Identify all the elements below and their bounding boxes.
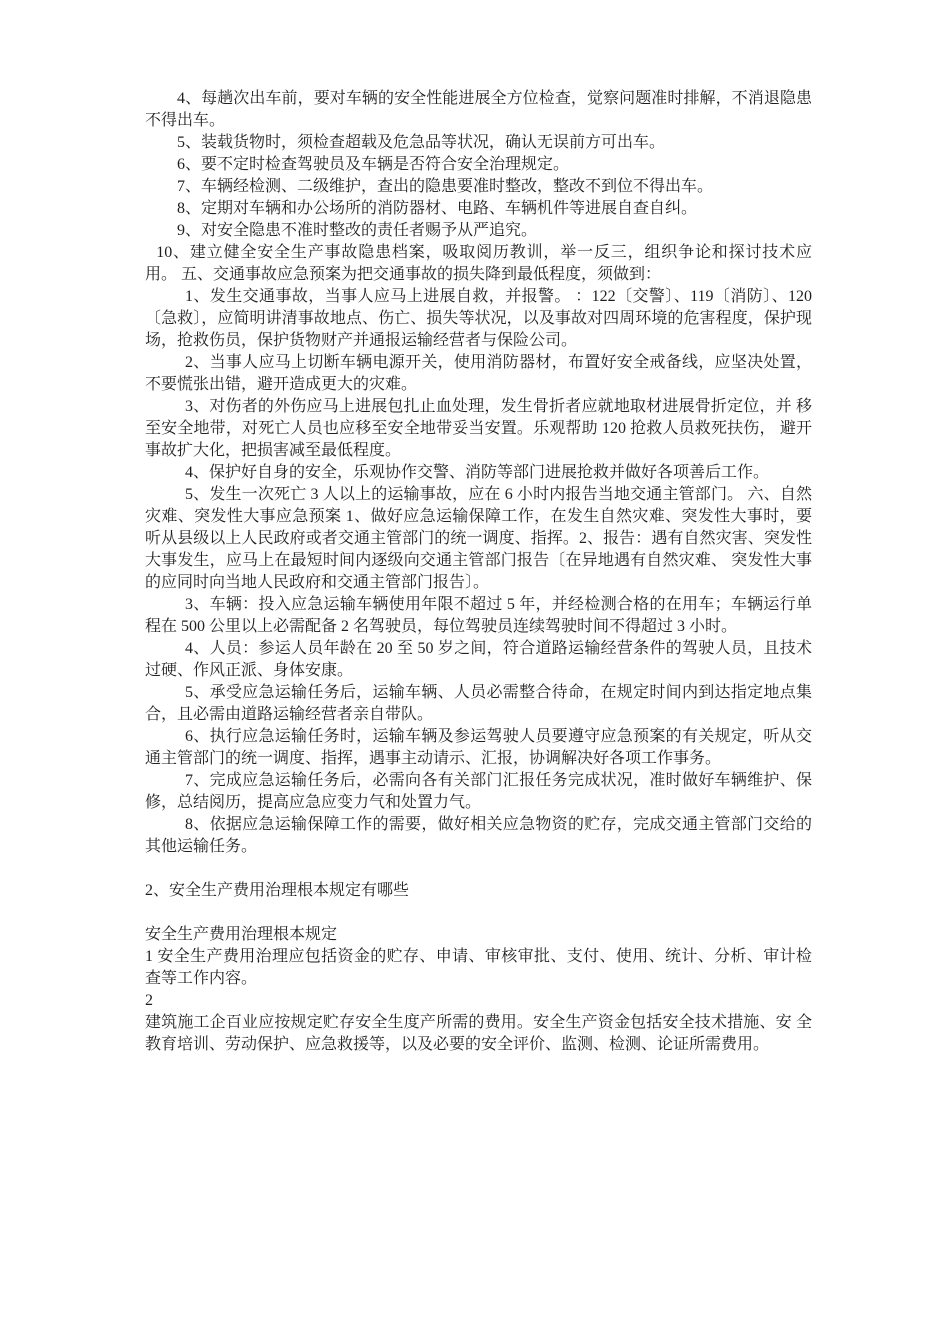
paragraph: 4、人员：参运人员年龄在 20 至 50 岁之间，符合道路运输经营条件的驾驶人员，且技术过硬、作风正派、身体安康。 (145, 640, 812, 679)
paragraph: 4、保护好自身的安全，乐观协作交警、消防等部门进展抢救并做好各项善后工作。 (185, 464, 770, 481)
paragraph: 8、定期对车辆和办公场所的消防器材、电路、车辆机件等进展自查自纠。 (177, 200, 698, 217)
paragraph: 4、每趟次出车前，要对车辆的安全性能进展全方位检查，觉察问题准时排解，不消退隐患不得出车。 (145, 90, 812, 129)
paragraph: 8、依据应急运输保障工作的需要，做好相关应急物资的贮存，完成交通主管部门交给的其他运输任务。 (145, 816, 812, 855)
paragraph: 2、安全生产费用治理根本规定有哪些 (145, 882, 410, 899)
paragraph: 9、对安全隐患不准时整改的责任者赐予从严追究。 (177, 222, 538, 239)
paragraph: 7、车辆经检测、二级维护，查出的隐患要准时整改，整改不到位不得出车。 (177, 178, 714, 195)
paragraph: 1、发生交通事故，当事人应马上进展自救，并报警。 ：122〔交警〕、119〔消防〕、120〔急救〕，应简明讲清事故地点、伤亡、损失等状况，以及事故对四周环境的危害程度，保护现场，抢救伤员，保护货物财产并通报运输经营者与保险公司。 (145, 288, 812, 349)
paragraph: 10、建立健全安全生产事故隐患档案，吸取阅历教训，举一反三，组织争论和探讨技术应用。 五、交通事故应急预案为把交通事故的损失降到最低程度，须做到： (145, 244, 812, 283)
paragraph: 安全生产费用治理根本规定 (145, 926, 338, 943)
paragraph: 6、执行应急运输任务时，运输车辆及参运驾驶人员要遵守应急预案的有关规定，听从交通主管部门的统一调度、指挥，遇事主动请示、汇报，协调解决好各项工作事务。 (145, 728, 812, 767)
paragraph: 2 (145, 992, 153, 1009)
paragraph: 3、对伤者的外伤应马上进展包扎止血处理，发生骨折者应就地取材进展骨折定位，并 移至安全地带，对死亡人员也应移至安全地带妥当安置。乐观帮助 120 抢救人员救死扶伤， 避开事故扩大化，把损害减至最低程度。 (145, 398, 812, 459)
paragraph: 2、当事人应马上切断车辆电源开关，使用消防器材，布置好安全戒备线，应坚决处置， 不要慌张出错，避开造成更大的灾难。 (145, 354, 812, 393)
blank-line (145, 858, 812, 880)
paragraph: 5、发生一次死亡 3 人以上的运输事故，应在 6 小时内报告当地交通主管部门。 六、自然灾难、突发性大事应急预案 1、做好应急运输保障工作，在发生自然灾难、突发性大事时，要听从县级以上人民政府或者交通主管部门的统一调度、指挥。2、报告：遇有自然灾害、突发性大事发生，应马上在最短时间内逐级向交通主管部门报告〔在异地遇有自然灾难、 突发性大事的应同时向当地人民政府和交通主管部门报告〕。 (145, 486, 812, 591)
paragraph: 1 安全生产费用治理应包括资金的贮存、申请、审核审批、支付、使用、统计、分析、审计检查等工作内容。 (145, 948, 812, 987)
paragraph: 5、承受应急运输任务后，运输车辆、人员必需整合待命，在规定时间内到达指定地点集合，且必需由道路运输经营者亲自带队。 (145, 684, 812, 723)
paragraph: 6、要不定时检查驾驶员及车辆是否符合安全治理规定。 (177, 156, 570, 173)
paragraph: 3、车辆：投入应急运输车辆使用年限不超过 5 年，并经检测合格的在用车；车辆运行单程在 500 公里以上必需配备 2 名驾驶员，每位驾驶员连续驾驶时间不得超过 3 小时。 (145, 596, 812, 635)
paragraph: 5、装载货物时，须检查超载及危急品等状况，确认无误前方可出车。 (177, 134, 666, 151)
paragraph: 7、完成应急运输任务后，必需向各有关部门汇报任务完成状况，准时做好车辆维护、保修，总结阅历，提高应急应变力气和处置力气。 (145, 772, 812, 811)
blank-line (145, 902, 812, 924)
paragraph: 建筑施工企百业应按规定贮存安全生度产所需的费用。安全生产资金包括安全技术措施、安 全教育培训、劳动保护、应急救援等，以及必要的安全评价、监测、检测、论证所需费用。 (145, 1014, 812, 1053)
